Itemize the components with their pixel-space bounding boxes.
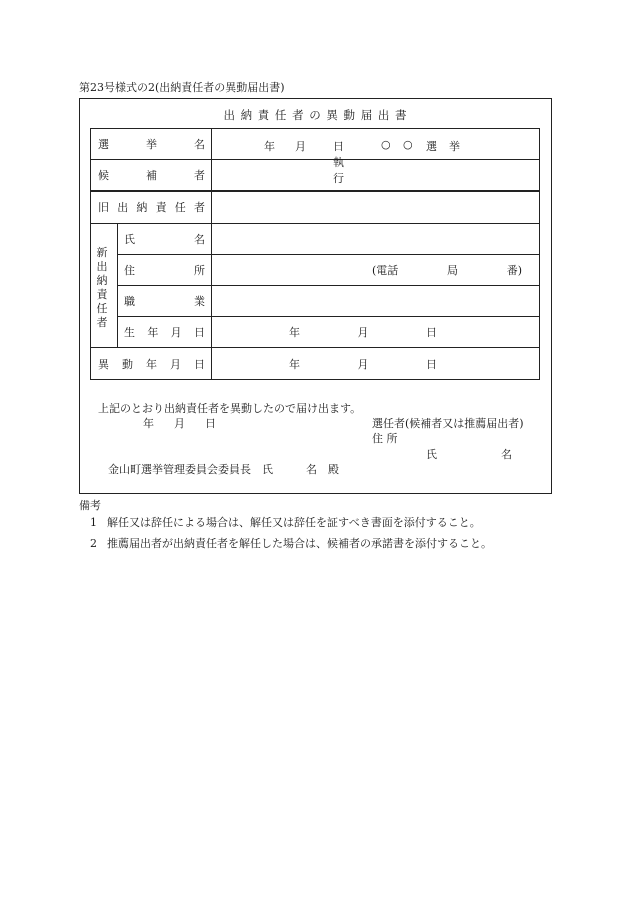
label-change-date: 異 動 年 月 日 [98,358,205,371]
row-divider [90,347,540,348]
note-item: 2 推薦届出者が出納責任者を解任した場合は、候補者の承諾書を添付すること。 [90,537,492,550]
row-divider [117,254,540,255]
addressee: 金山町選挙管理委員会委員長 氏 名 殿 [108,463,339,476]
notes-heading: 備考 [79,499,101,512]
label-birthdate: 生 年 月 日 [124,326,205,339]
label-occupation: 職 業 [124,295,205,308]
note-item: 1 解任又は辞任による場合は、解任又は辞任を証すべき書面を添付すること。 [90,516,481,529]
change-date-value: 年 月 日 [289,358,437,371]
row-divider [90,223,540,224]
row-divider [90,190,540,192]
form-title: 出 納 責 任 者 の 異 動 届 出 書 [223,108,408,122]
submitter-address: 住 所 [372,432,398,445]
submitter-name: 氏 名 [426,448,512,461]
row-divider [117,316,540,317]
form-number: 第23号様式の2(出納責任者の異動届出書) [79,81,285,94]
statement: 上記のとおり出納責任者を異動したので届け出ます。 [98,402,362,415]
column-divider [117,223,118,347]
address-phone: (電話 局 番) [372,264,522,277]
label-candidate: 候 補 者 [98,169,205,182]
label-name: 氏 名 [124,233,205,246]
label-address: 住 所 [124,264,205,277]
column-divider [211,128,212,380]
row-divider [90,159,540,160]
birthdate-value: 年 月 日 [289,326,437,339]
label-election-name: 選 挙 名 [98,138,205,151]
submitter-title: 選任者(候補者又は推薦届出者) [372,417,524,430]
label-new-treasurer-group: 新出納責任者 [96,246,108,329]
label-old-treasurer: 旧 出 納 責 任 者 [98,201,205,214]
row-divider [117,285,540,286]
submission-date: 年 月 日 [143,417,216,430]
